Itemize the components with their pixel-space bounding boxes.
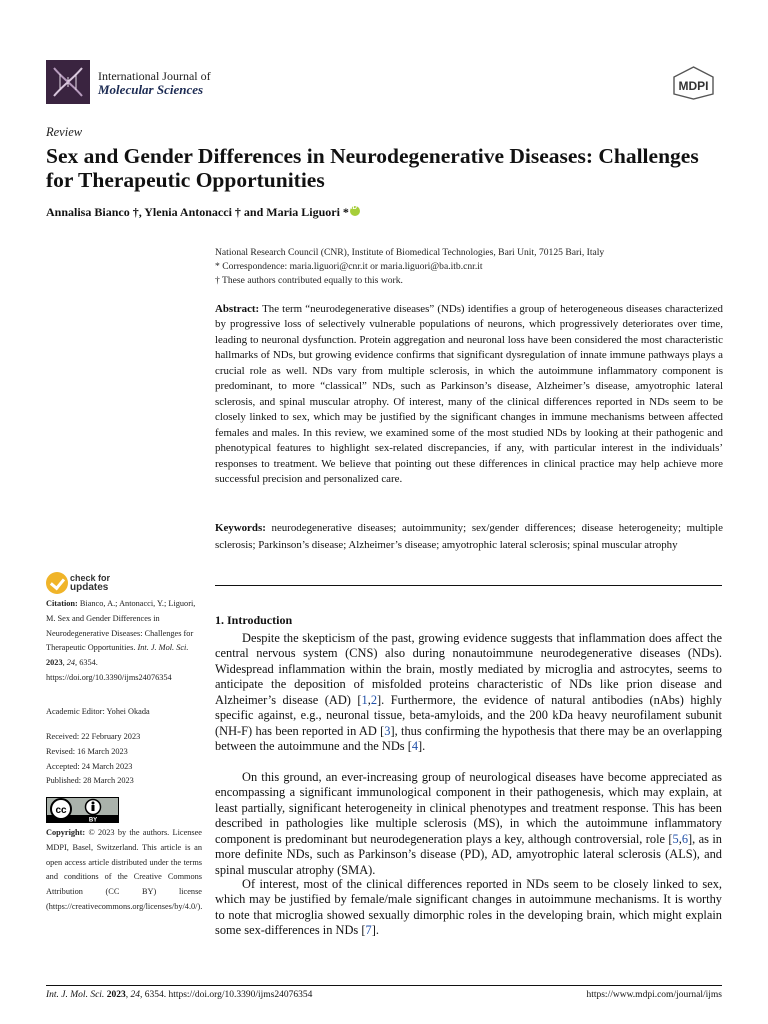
citation-volume: 24	[66, 658, 76, 668]
citation-year: 2023	[46, 658, 63, 668]
keywords	[215, 520, 723, 553]
footer-doi[interactable]: , 6354. https://doi.org/10.3390/ijms24076354	[139, 990, 313, 1000]
paragraph	[215, 631, 722, 755]
footer-journal-url[interactable]: https://www.mdpi.com/journal/ijms	[586, 990, 722, 1000]
journal-name-line1: International Journal of	[98, 69, 211, 83]
paragraph	[215, 770, 722, 878]
date-received: Received: 22 February 2023	[46, 732, 141, 741]
date-revised: Revised: 16 March 2023	[46, 747, 128, 756]
footer-divider	[46, 985, 722, 986]
equal-contribution-note: † These authors contributed equally to this work.	[215, 275, 403, 286]
author-list	[46, 205, 360, 220]
reference-link[interactable]: 7	[365, 923, 372, 938]
paragraph-text: ].	[371, 923, 379, 938]
citation-label: Citation:	[46, 599, 78, 608]
abstract-label: Abstract:	[215, 303, 260, 315]
abstract	[215, 302, 723, 487]
section-heading: 1. Introduction	[215, 613, 293, 627]
mdpi-logo-icon	[667, 66, 720, 100]
citation-doi[interactable]: , 6354. https://doi.org/10.3390/ijms24076354	[46, 658, 172, 682]
author-names: Annalisa Bianco †, Ylenia Antonacci † and Maria Liguori *	[46, 205, 349, 219]
academic-editor: Academic Editor: Yohei Okada	[46, 707, 150, 716]
article-title: Sex and Gender Differences in Neurodegenerative Diseases: Challenges for Therapeutic Opportunities	[46, 144, 699, 192]
copyright-label: Copyright:	[46, 828, 86, 837]
paragraph-text: Despite the skepticism of the past, growing evidence suggests that inflammation does affect the central nervous system (CNS) also during nonautoimmune neurodegenerative diseases (NDs). Widespread inflammation within the brain, mostly mediated by microglia and astrocytes, seems to anticipate the deposition of misfolded proteins characteristic of NDs like prion disease and Alzheimer’s disease (AD) [	[215, 631, 722, 707]
copyright-notice	[46, 826, 202, 915]
article-type: Review	[46, 125, 83, 139]
citation-text: Bianco, A.; Antonacci, Y.; Liguori, M. Sex and Gender Differences in Neurodegenerative Diseases: Challenges for Therapeutic Opportunities.	[46, 599, 196, 653]
paragraph	[215, 877, 722, 939]
check-for-updates-button[interactable]	[46, 572, 126, 596]
paragraph-text: Of interest, most of the clinical differences reported in NDs seem to be closely linked to sex, which may be justified by female/male significant changes in autoimmune mechanisms. It is worthy to note that microglia showed sexually dimorphic roles in the developing brain, which might explain some sex-differences in NDs [	[215, 877, 722, 938]
citation-journal: Int. J. Mol. Sci.	[137, 643, 189, 653]
reference-link[interactable]: 1	[361, 692, 368, 707]
reference-link[interactable]: 2	[370, 692, 378, 707]
date-published: Published: 28 March 2023	[46, 776, 134, 785]
date-accepted: Accepted: 24 March 2023	[46, 762, 133, 771]
checkmark-icon	[46, 572, 68, 594]
paragraph-text: ]. Furthermore, the evidence of natural antibodies (nAbs) highly specific against, e.g., neuronal tissue, beta-amyloids, and the 200 kDa heavy neurofilament subunit (NH-F) has been reported in AD [	[215, 692, 722, 738]
journal-logo-icon	[46, 60, 90, 104]
paragraph-text: ], thus confirming the hypothesis that there may be an overlapping between the autoimmune and the NDs [	[215, 723, 722, 754]
cc-by-license-icon[interactable]	[46, 797, 119, 823]
footer-year: 2023	[106, 990, 126, 1000]
reference-link[interactable]: 6	[681, 831, 689, 846]
reference-link[interactable]: 4	[411, 739, 419, 754]
paragraph-text: ], as in more definite NDs, such as Parkinson’s disease (PD), AD, amyotrophic lateral sclerosis (ALS), and spinal muscular atrophy (SMA).	[215, 831, 722, 877]
correspondence: * Correspondence: maria.liguori@cnr.it or maria.liguori@ba.itb.cnr.it	[215, 261, 483, 272]
abstract-text: The term “neurodegenerative diseases” (NDs) identifies a group of heterogeneous diseases characterized by progressive loss of selectively vulnerable populations of neurons, which progressively deteriorates over time, leading to neuronal dysfunction. Protein aggregation and neuronal loss have been considered the most characteristic hallmarks of NDs, but growing evidence confirms that significant dysregulation of innate immune pathways plays a crucial role as well. NDs vary from multiple sclerosis, in which the autoimmune inflammatory component is predominant, to more “classical” NDs, such as Parkinson’s disease, Alzheimer’s disease, amyotrophic lateral sclerosis, and spinal muscular atrophy. Of interest, many of the clinical differences reported in NDs seem to be closely linked to sex, which may be justified by the significant changes in immune mechanisms between affected females and males. In this review, we examined some of the most studied NDs by looking at their pathogenic and phenotypical features to highlight sex-related discrepancies, if any, with particular interest in the individuals’ responses to treatment. We believe that pointing out these differences in clinical practice may help achieve more successful precision and personalized care.	[215, 303, 724, 485]
reference-link[interactable]: 3	[384, 723, 391, 738]
paragraph-text: ,	[678, 831, 682, 846]
check-updates-label: updates	[70, 582, 109, 593]
paragraph-text: ].	[418, 739, 426, 754]
footer-citation: Int. J. Mol. Sci. 2023, 24, 6354. https://doi.org/10.3390/ijms24076354	[46, 990, 313, 1000]
mdpi-logo-text: MDPI	[678, 79, 709, 93]
section-divider	[215, 585, 722, 586]
footer-volume: 24	[130, 990, 140, 1000]
citation: Citation: Bianco, A.; Antonacci, Y.; Liguori, M. Sex and Gender Differences in Neurodegenerative Diseases: Challenges for Therapeutic Opportunities. Int. J. Mol. Sci. 2023, 24, 6354. https://doi.org/10.3390/ijms24076354	[46, 599, 196, 682]
reference-link[interactable]: 5	[672, 831, 679, 846]
paragraph-text: ,	[367, 692, 371, 707]
journal-name-line2: Molecular Sciences	[98, 82, 204, 97]
check-updates-label: check for	[70, 573, 111, 583]
license-badge-text: BY	[88, 817, 98, 823]
keywords-text: neurodegenerative diseases; autoimmunity; sex/gender differences; disease heterogeneity; multiple sclerosis; Parkinson’s disease; Alzheimer’s disease; amyotrophic lateral sclerosis; spinal muscular atrophy	[215, 522, 723, 551]
svg-text:cc: cc	[55, 805, 67, 816]
copyright-text: © 2023 by the authors. Licensee MDPI, Basel, Switzerland. This article is an open access article distributed under the terms and conditions of the Creative Commons Attribution (CC BY) license (https://creativecommons.org/licenses/by/4.0/).	[46, 828, 203, 911]
keywords-label: Keywords:	[215, 522, 266, 534]
paragraph-text: On this ground, an ever-increasing group of neurological diseases have become appreciated as encompassing a significant immunological component in their pathogenesis, which may explain, at least partially, significant heterogeneity in clinical phenotypes and treatment response. This has been described in pathologies like multiple sclerosis (MS), in which the autoimmune inflammatory component is predominant but neurodegeneration plays a key, although controversial, role [	[215, 770, 722, 846]
orcid-icon[interactable]	[350, 206, 360, 216]
affiliation: National Research Council (CNR), Institute of Biomedical Technologies, Bari Unit, 70125 Bari, Italy	[215, 247, 605, 258]
footer-journal: Int. J. Mol. Sci.	[46, 990, 105, 1000]
